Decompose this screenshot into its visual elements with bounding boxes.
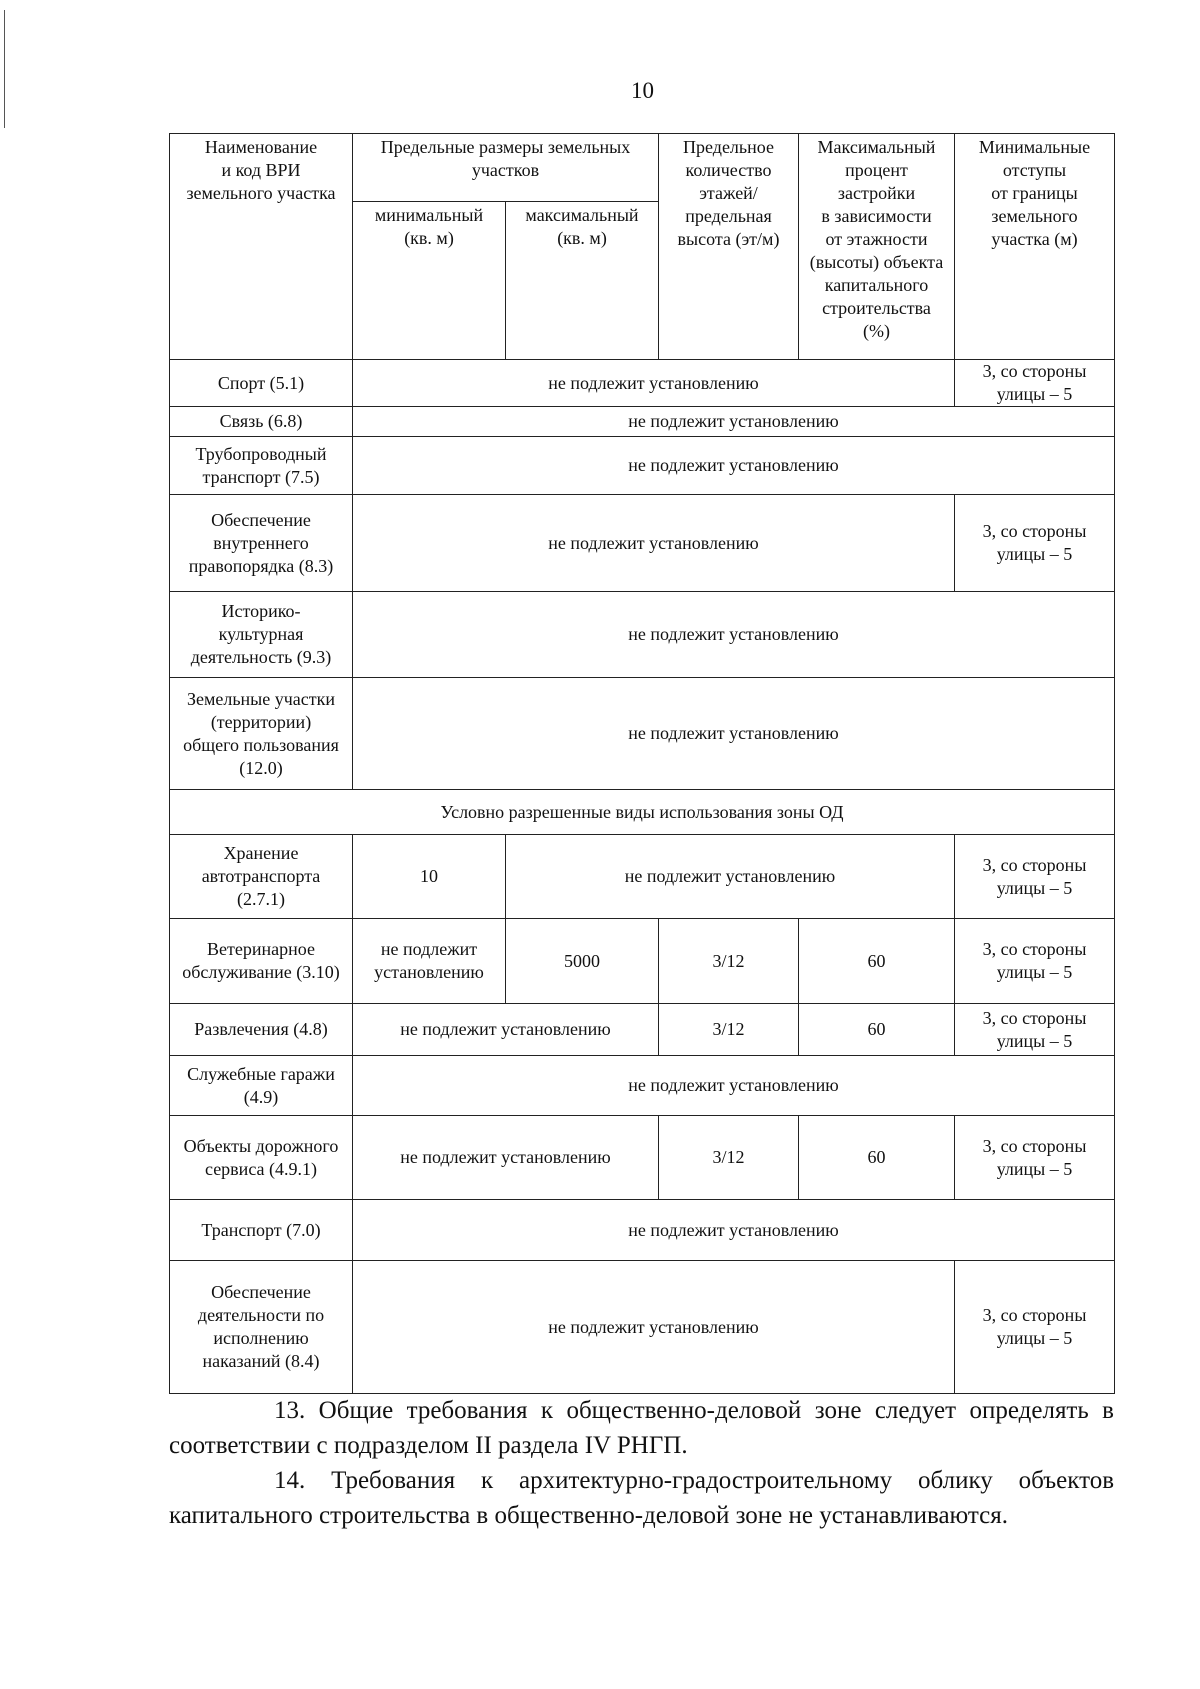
table-row <box>170 437 1115 495</box>
row-floors: 3/12 <box>659 919 799 1004</box>
row-value: не подлежит установлению <box>353 1200 1115 1261</box>
row-value: не подлежит установлению <box>353 1004 659 1056</box>
row-value: не подлежит установлению <box>353 437 1115 495</box>
header-floors: Предельное количество этажей/ предельная высота (эт/м) <box>659 134 799 360</box>
row-value: не подлежит установлению <box>353 1116 659 1200</box>
page-number: 10 <box>631 78 654 103</box>
row-value: не подлежит установлению <box>506 835 955 919</box>
row-max-area: 5000 <box>506 919 659 1004</box>
row-name: Объекты дорожного сервиса (4.9.1) <box>170 1116 353 1200</box>
table-row <box>170 835 1115 919</box>
row-setback: 3, со стороны улицы – 5 <box>955 1261 1115 1394</box>
row-name: Транспорт (7.0) <box>170 1200 353 1261</box>
row-name: Ветеринарное обслуживание (3.10) <box>170 919 353 1004</box>
table-row <box>170 1056 1115 1116</box>
table-row <box>170 1200 1115 1261</box>
row-setback: 3, со стороны улицы – 5 <box>955 495 1115 592</box>
row-min-area: 10 <box>353 835 506 919</box>
row-setback: 3, со стороны улицы – 5 <box>955 1004 1115 1056</box>
row-name: Развлечения (4.8) <box>170 1004 353 1056</box>
row-coverage: 60 <box>799 919 955 1004</box>
header-plot-sizes: Предельные размеры земельных участков <box>353 134 659 202</box>
row-name: Связь (6.8) <box>170 407 353 437</box>
row-setback: 3, со стороны улицы – 5 <box>955 1116 1115 1200</box>
table-row <box>170 1261 1115 1394</box>
conditional-heading-row <box>170 790 1115 835</box>
row-setback: 3, со стороны улицы – 5 <box>955 919 1115 1004</box>
row-value: не подлежит установлению <box>353 360 955 407</box>
row-value: не подлежит установлению <box>353 592 1115 678</box>
row-coverage: 60 <box>799 1004 955 1056</box>
body-text <box>169 1393 1114 1533</box>
conditional-heading: Условно разрешенные виды использования зоны ОД <box>170 790 1115 835</box>
row-value: не подлежит установлению <box>353 495 955 592</box>
table-row <box>170 678 1115 790</box>
row-name: Трубопроводный транспорт (7.5) <box>170 437 353 495</box>
zoning-norms-table <box>169 133 1115 1394</box>
table-row <box>170 407 1115 437</box>
row-value: не подлежит установлению <box>353 407 1115 437</box>
table-row <box>170 592 1115 678</box>
table-row <box>170 1116 1115 1200</box>
row-floors: 3/12 <box>659 1004 799 1056</box>
row-name: Историко- культурная деятельность (9.3) <box>170 592 353 678</box>
header-coverage: Максимальный процент застройки в зависимости от этажности (высоты) объекта капитального строительства (%) <box>799 134 955 360</box>
row-name: Служебные гаражи (4.9) <box>170 1056 353 1116</box>
table-row <box>170 495 1115 592</box>
scan-margin-line <box>4 10 5 128</box>
table-row <box>170 919 1115 1004</box>
table-row <box>170 360 1115 407</box>
row-min-area: не подлежит установлению <box>353 919 506 1004</box>
row-setback: 3, со стороны улицы – 5 <box>955 835 1115 919</box>
row-coverage: 60 <box>799 1116 955 1200</box>
row-name: Обеспечение деятельности по исполнению наказаний (8.4) <box>170 1261 353 1394</box>
row-name: Спорт (5.1) <box>170 360 353 407</box>
header-name-code: Наименование и код ВРИ земельного участка <box>170 134 353 360</box>
table-header-row <box>170 134 1115 202</box>
row-name: Земельные участки (территории) общего пользования (12.0) <box>170 678 353 790</box>
row-floors: 3/12 <box>659 1116 799 1200</box>
row-value: не подлежит установлению <box>353 678 1115 790</box>
header-setbacks: Минимальные отступы от границы земельного участка (м) <box>955 134 1115 360</box>
header-min-area: минимальный (кв. м) <box>353 202 506 360</box>
header-max-area: максимальный (кв. м) <box>506 202 659 360</box>
row-name: Хранение автотранспорта (2.7.1) <box>170 835 353 919</box>
paragraph-14: 14. Требования к архитектурно-градостроительному облику объектов капитального строительства в общественно-деловой зоне не устанавливаются. <box>169 1467 1114 1529</box>
row-value: не подлежит установлению <box>353 1261 955 1394</box>
row-setback: 3, со стороны улицы – 5 <box>955 360 1115 407</box>
row-name: Обеспечение внутреннего правопорядка (8.3) <box>170 495 353 592</box>
row-value: не подлежит установлению <box>353 1056 1115 1116</box>
paragraph-13: 13. Общие требования к общественно-деловой зоне следует определять в соответствии с подразделом II раздела IV РНГП. <box>169 1397 1114 1459</box>
table-row <box>170 1004 1115 1056</box>
